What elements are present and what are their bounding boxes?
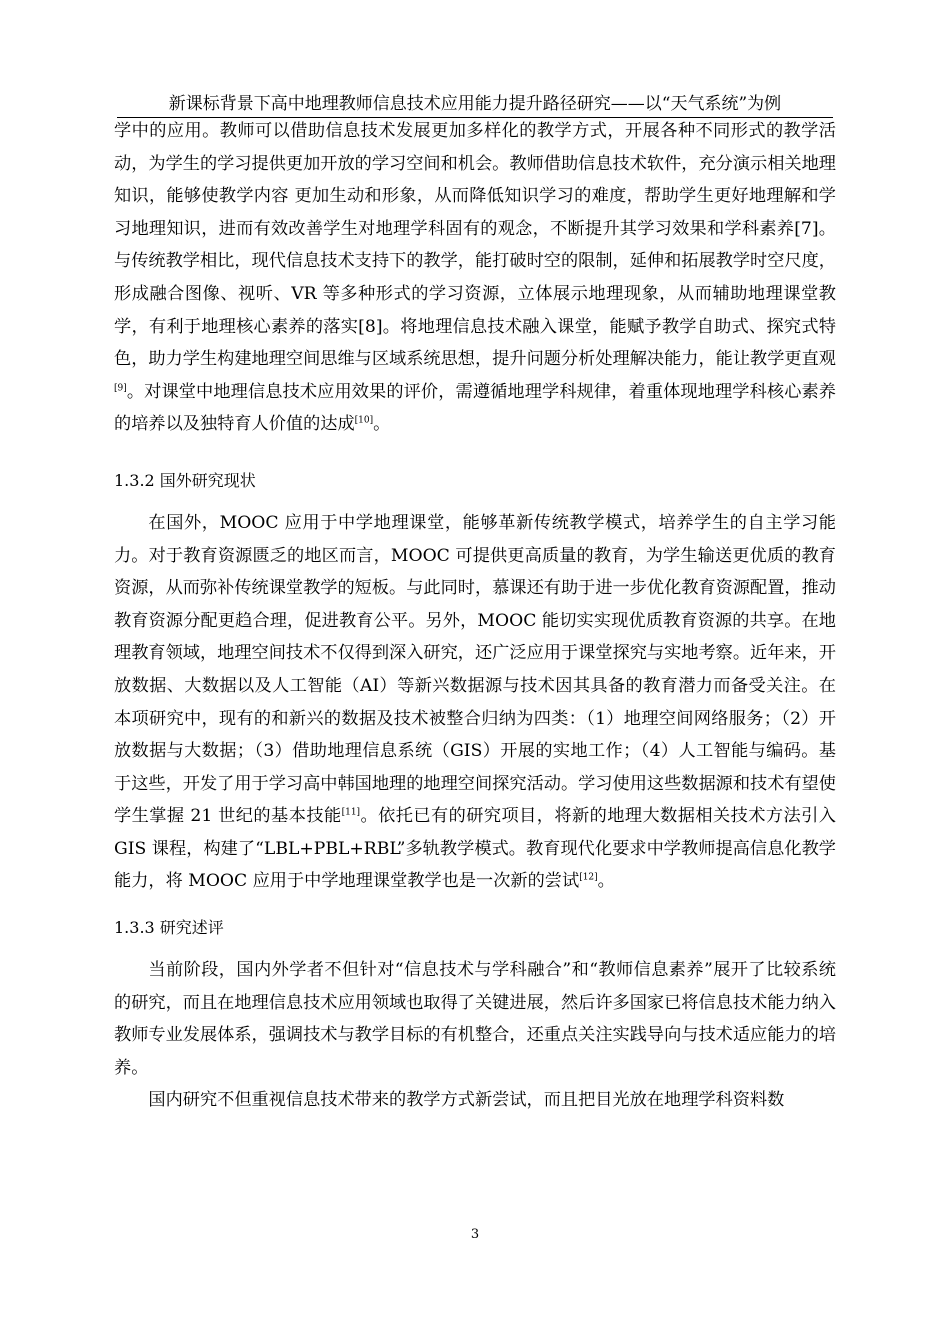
paragraph-text: 。 bbox=[373, 414, 391, 435]
citation-12: [12] bbox=[579, 872, 598, 883]
paragraph-domestic-focus: 国内研究不但重视信息技术带来的教学方式新尝试，而且把目光放在地理学科资料数 bbox=[148, 1090, 785, 1111]
paragraph-text: 学中的应用。教师可以借助信息技术发展更加多样化的教学方式，开展各种不同形式的教学活动，为学生的学习提供更加开放的学习空间和机会。教师借助信息技术软件，充分演示相关地理知识，能够使教学内容 更加生动和形象，从而降低知识学习的难度，帮助学生更好地理解和学习地理知识，进而有效改善学生对地理学科固有的观念，不断提升其学习效果和学科素养[7]。与传统教学相比，现代信息技术支持下的教学，能打破时空的限制，延伸和拓展教学时空尺度，形成融合图像、视听、VR 等多种形式的学习资源，立体展示地理现象，从而辅助地理课堂教学，有利于地理核心素养的落实[8]。将地理信息技术融入课堂，能赋予教学自助式、探究式特色，助力学生构建地理空间思维与区域系统思想，提升问题分析处理解决能力，能让教学更直观 bbox=[114, 121, 836, 370]
section-heading-foreign-research: 1.3.2 国外研究现状 bbox=[114, 470, 256, 490]
paragraph-domestic-research-continued bbox=[114, 115, 836, 441]
running-header: 新课标背景下高中地理教师信息技术应用能力提升路径研究——以“天气系统”为例 bbox=[117, 92, 833, 118]
paragraph-text: 。 bbox=[597, 871, 615, 892]
paragraph-text: 。对课堂中地理信息技术应用效果的评价，需遵循地理学科规律，着重体现地理学科核心素养的培养以及独特育人价值的达成 bbox=[114, 381, 836, 435]
paragraph-research-review: 当前阶段，国内外学者不但针对“信息技术与学科融合”和“教师信息素养”展开了比较系统的研究，而且在地理信息技术应用领域也取得了关键进展，然后许多国家已将信息技术能力纳入教师专业发展体系，强调技术与教学目标的有机整合，还重点关注实践导向与技术适应能力的培养。 bbox=[114, 960, 836, 1078]
paragraph-text: 在国外，MOOC 应用于中学地理课堂，能够革新传统教学模式，培养学生的自主学习能力。对于教育资源匮乏的地区而言，MOOC 可提供更高质量的教育，为学生输送更优质的教育资源，从而弥补传统课堂教学的短板。与此同时，慕课还有助于进一步优化教育资源配置，推动教育资源分配更趋合理，促进教育公平。另外，MOOC 能切实实现优质教育资源的共享。在地理教育领域，地理空间技术不仅得到深入研究，还广泛应用于课堂探究与实地考察。近年来，开放数据、大数据以及人工智能（AI）等新兴数据源与技术因其具备的教育潜力而备受关注。在本项研究中，现有的和新兴的数据及技术被整合归纳为四类：（1）地理空间网络服务；（2）开放数据与大数据；（3）借助地理信息系统（GIS）开展的实地工作；（4）人工智能与编码。基于这些，开发了用于学习高中韩国地理的地理空间探究活动。学习使用这些数据源和技术有望使学生掌握 21 世纪的基本技能 bbox=[114, 512, 836, 827]
citation-10: [10] bbox=[354, 415, 374, 426]
page-number: 3 bbox=[470, 1227, 480, 1242]
paragraph-foreign-research bbox=[114, 507, 836, 898]
paragraph-text: 。依托已有的研究项目，将新的地理大数据相关技术方法引入 GIS 课程，构建了“LBL+PBL+RBL”多轨教学模式。教育现代化要求中学教师提高信息化教学能力，将 MOOC 应用于中学地理课堂教学也是一次新的尝试 bbox=[114, 806, 836, 892]
citation-11: [11] bbox=[341, 807, 361, 818]
citation-9: [9] bbox=[114, 383, 127, 394]
section-heading-research-review: 1.3.3 研究述评 bbox=[114, 918, 224, 938]
body-content bbox=[114, 115, 836, 1117]
